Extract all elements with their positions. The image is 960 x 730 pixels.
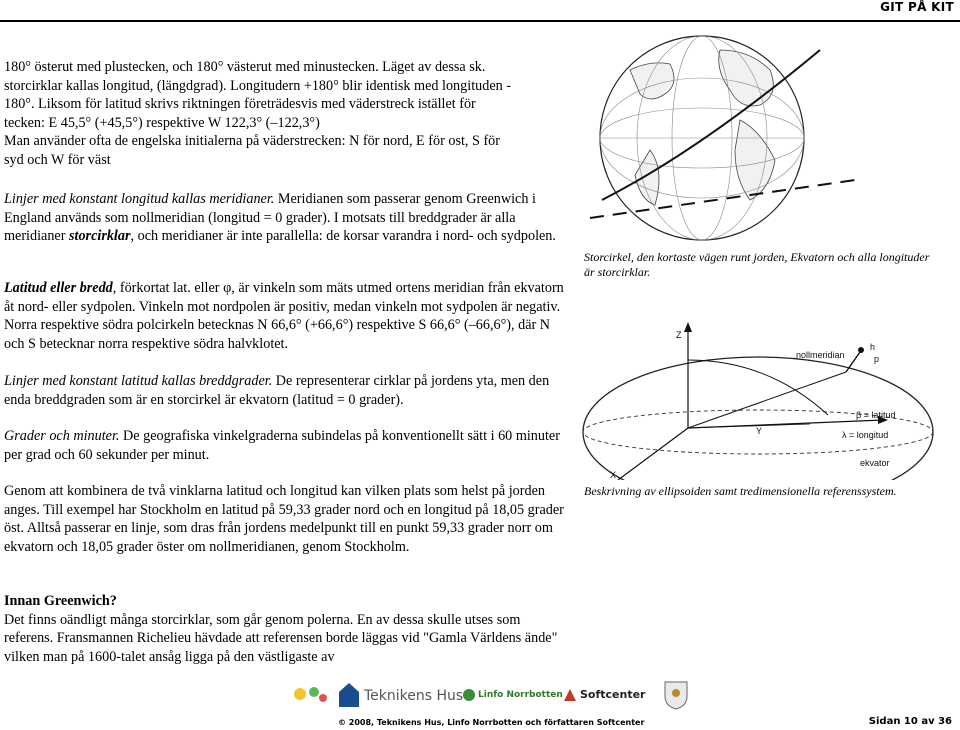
greenwich-section [4,592,564,666]
minutes-lead: Grader och minuter. [4,428,120,444]
equator-label: ekvator [860,458,890,468]
linfo-logo [462,680,563,710]
globe-illustration [590,30,860,250]
combined-paragraph [4,482,576,556]
footer-logos [290,680,710,712]
latitude-paragraph [4,279,574,353]
longitude-label: λ = longitud [842,430,889,440]
intro-paragraph [4,58,576,170]
axis-x-label: X [610,470,617,480]
greenwich-heading: Innan Greenwich? [4,593,117,609]
intro-line: 180°. Liksom för latitud skrivs riktningen företrädesvis med väderstreck istället för [4,96,476,113]
intro-line: storcirklar kallas longitud, (längdgrad). Longitudern +180° blir identisk med longituden - [4,77,511,94]
meridian-lead: Linjer med konstant longitud kallas meridianer. [4,191,275,207]
teknikens-hus-text: Teknikens Hus [364,688,464,704]
latitude-label: β = latitud [856,410,896,420]
meridian-text-2: , och meridianer är inte parallella: de korsar varandra i nord- och sydpolen. [130,228,556,245]
greenwich-text: Det finns oändligt många storcirklar, som går genom polerna. En av dessa skulle utses som referens. Fransmannen Richelieu hävdade att referensen borde läggas vid "Gamla Världens ände" vilken man på 1600-talet ansåg ligga på den västligaste av [4,611,558,665]
softcenter-logo [562,680,646,710]
globe-caption: Storcirkel, den kortaste vägen runt jorden, Ekvatorn och alla longituder är storcirklar. [584,250,930,279]
intro-line: tecken: E 45,5° (+45,5°) respektive W 122,3° (–122,3°) [4,114,320,131]
child-drawing-logo [290,680,330,710]
ellipsoid-figure [578,320,958,480]
page-header [0,0,960,22]
ellipsoid-illustration [578,320,958,480]
header-title: GIT PÅ KIT [880,0,954,14]
parallels-text: De representerar cirklar på jordens yta, men den enda breddgraden som är en storcirkel är ekvatorn (latitud = 0 grader). [4,373,550,408]
meridian-paragraph [4,190,569,246]
combined-text: Genom att kombinera de två vinklarna latitud och longitud kan vilken plats som helst på jorden anges. Till exempel har Stockholm en latitud på 59,33 grader nord och en longitud på 18,05 grader öst. Alltså passerar en linje, som dras från jordens medelpunkt till en punkt 59,33 grader norr om ekvatorn och 18,05 grader öster om nollmeridianen, genom Stockholm. [4,483,564,555]
height-label: h [870,342,876,352]
intro-line: syd och W för väst [4,151,111,168]
teknikens-hus-logo [338,680,464,710]
prime-meridian-label: nollmeridian [796,350,845,360]
minutes-paragraph [4,427,574,464]
page-number: Sidan 10 av 36 [868,716,952,727]
linfo-text: Linfo Norrbotten [478,690,563,700]
minutes-text: De geografiska vinkelgraderna subindelas på konventionellt sätt i 60 minuter per grad och 60 sekunder per minut. [4,428,560,463]
latitude-lead: Latitud eller bredd [4,280,113,296]
parallels-lead: Linjer med konstant latitud kallas breddgrader. [4,373,273,389]
globe-figure [590,30,860,250]
softcenter-text: Softcenter [580,688,646,701]
axis-z-label: Z [676,330,682,340]
axis-y-label: Y [756,426,763,436]
latitude-text: , förkortat lat. eller φ, är vinkeln som mäts utmed ortens meridian från ekvatorn åt nord- eller sydpolen. Vinkeln mot nordpolen är positiv, medan vinkeln mot sydpolen är negativ. Norra respektive södra polcirkeln betecknas N 66,6° (+66,6°) respektive S 66,6° (–66,6°), där N och S betecknar norra respektive södra halvklotet. [4,280,564,352]
meridian-text-1: Meridianen som passerar genom Greenwich i England används som nollmeridian (longitud = 0 grader). I motsats till breddgrader är alla meridianer [4,191,536,245]
parallels-paragraph [4,372,574,409]
ellipsoid-caption: Beskrivning av ellipsoiden samt tredimensionella referenssystem. [584,484,897,498]
point-label: p [874,354,880,364]
meridian-emphasis: storcirklar [69,228,131,245]
intro-line: 180° österut med plustecken, och 180° västerut med minustecken. Läget av dessa sk. [4,59,486,75]
intro-line: Man använder ofta de engelska initialerna på väderstrecken: N för nord, E för ost, S för [4,133,500,150]
crest-logo [662,680,692,710]
footer-copyright: © 2008, Teknikens Hus, Linfo Norrbotten och författaren Softcenter [338,718,645,727]
